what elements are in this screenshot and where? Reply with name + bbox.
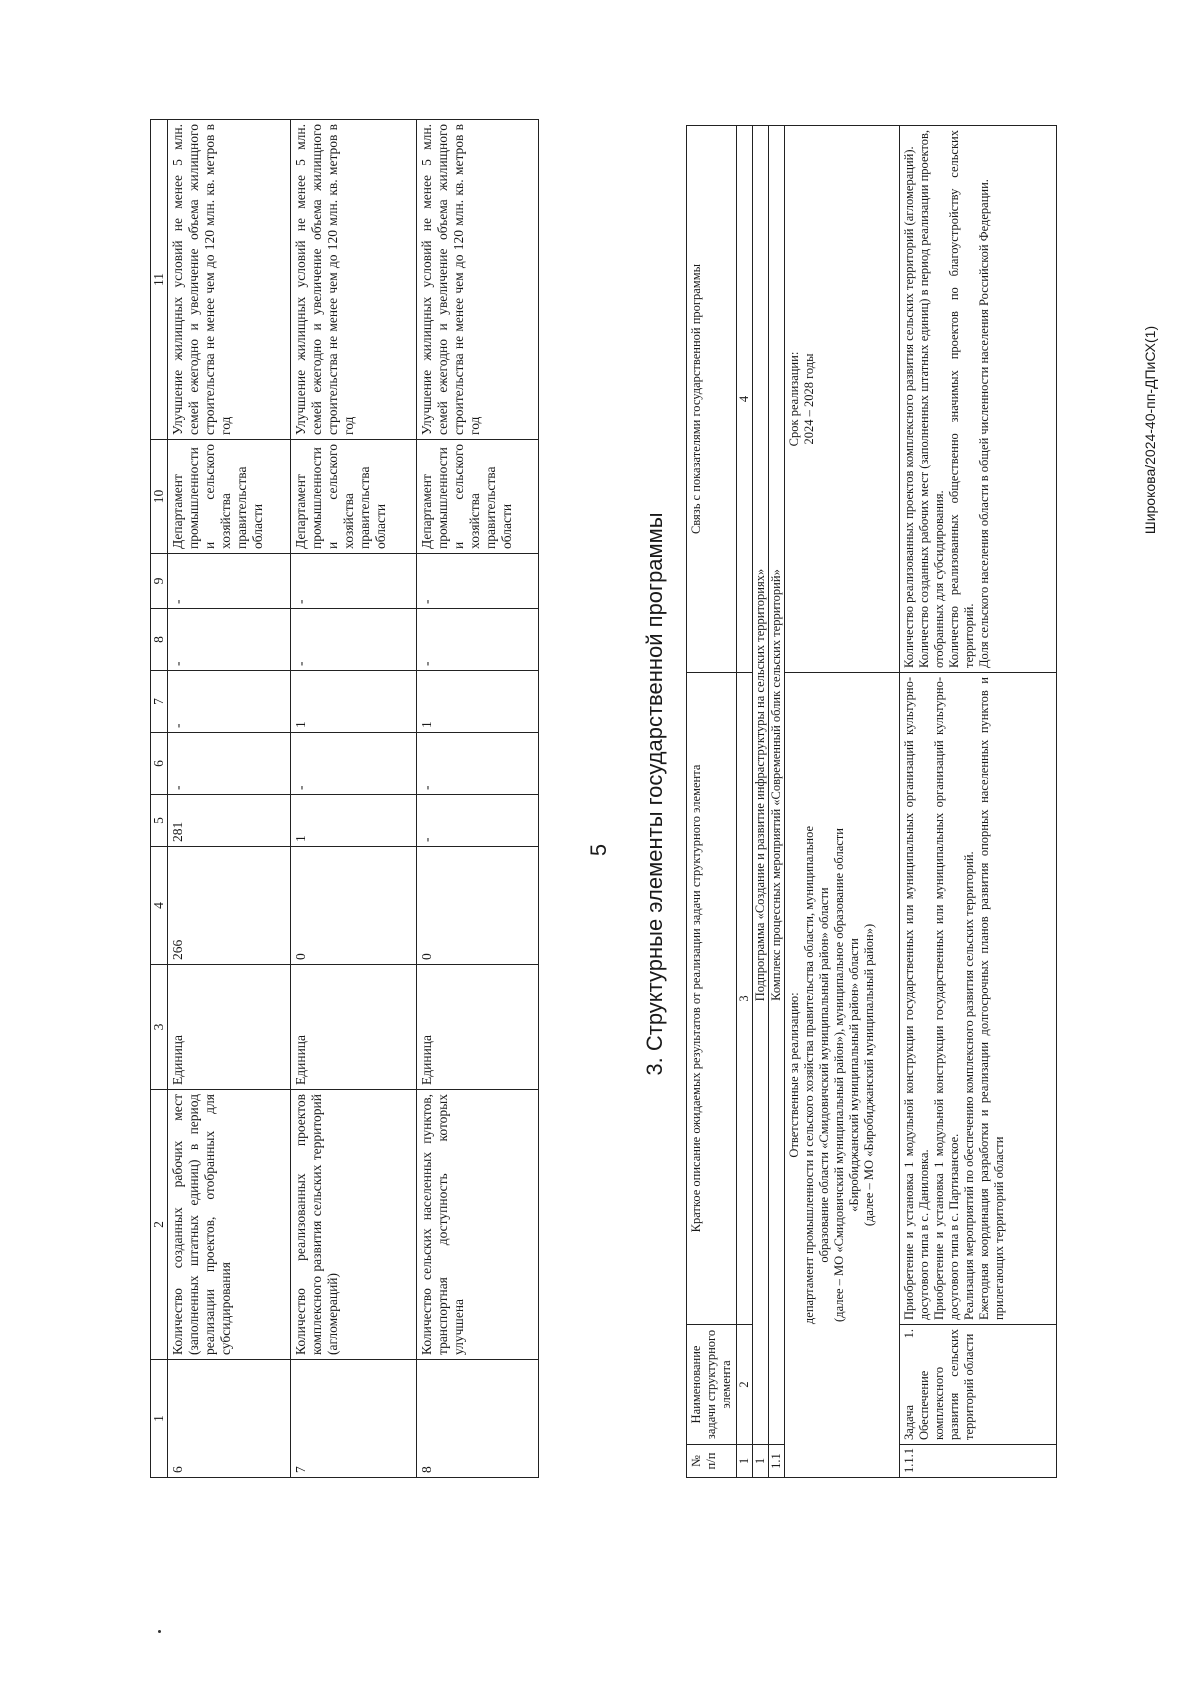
term-block <box>785 126 900 673</box>
responsible-line: (далее – МО «Смидовичский муниципальный район»), муниципальное образование области <box>832 828 846 1322</box>
link-cell: Улучшение жилищных условий не менее 5 млн. семей ежегодно и увеличение объема жилищного строительства не менее чем до 120 млн. кв. метров в год <box>417 120 539 440</box>
link-cell: Улучшение жилищных условий не менее 5 млн. семей ежегодно и увеличение объема жилищного строительства не менее чем до 120 млн. кв. метров в год <box>291 120 417 440</box>
table-row <box>291 120 417 1478</box>
header-cell: 2 <box>151 1090 168 1360</box>
value-cell: 1 <box>291 795 417 847</box>
header-link: Связь с показателями государственной программы <box>687 126 737 673</box>
column-number: 4 <box>737 126 753 673</box>
value-cell: 1 <box>291 671 417 733</box>
value-cell: - <box>291 733 417 795</box>
value-cell: 266 <box>168 847 291 965</box>
header-cell: 9 <box>151 554 168 609</box>
indicator-link-item: Количество реализованных общественно значимых проектов по благоустройству сельских территорий. <box>947 130 976 668</box>
indicator-name: Количество сельских населенных пунктов, транспортная доступность которых улучшена <box>417 1090 539 1360</box>
value-cell: - <box>168 671 291 733</box>
table-row <box>417 120 539 1478</box>
value-cell: - <box>417 733 539 795</box>
row-number: 1 <box>753 1445 769 1478</box>
task-row <box>900 126 1057 1478</box>
indicator-name: Количество реализованных проектов комплексного развития сельских территорий (агломераций) <box>291 1090 417 1360</box>
indicator-unit: Единица <box>291 965 417 1090</box>
header-cell: 1 <box>151 1360 168 1478</box>
responsible-cell: Департамент промышленности и сельского хозяйства правительства области <box>417 440 539 554</box>
page-number: 5 <box>586 843 611 857</box>
responsible-line: (далее – МО «Биробиджанский муниципальный район») <box>862 923 876 1227</box>
structure-table-container <box>686 126 1096 1478</box>
description-item: Приобретение и установка 1 модульной конструкции государственных или муниципальных организаций культурно-досугового типа в с. Даниловка. <box>902 677 931 1320</box>
indicators-table <box>150 119 539 1478</box>
header-cell: 8 <box>151 609 168 671</box>
value-cell: - <box>168 733 291 795</box>
row-number: 1.1 <box>769 1445 785 1478</box>
value-cell: 281 <box>168 795 291 847</box>
responsible-block <box>785 673 900 1478</box>
indicator-link-item: Количество реализованных проектов комплексного развития сельских территорий (агломераций). <box>902 146 916 668</box>
value-cell: - <box>168 609 291 671</box>
indicator-link-item: Доля сельского населения области в общей численности населения Российской Федерации. <box>977 179 991 668</box>
indicator-unit: Единица <box>417 965 539 1090</box>
header-cell: 10 <box>151 440 168 554</box>
task-name: Задача 1. Обеспечение комплексного развития сельских территорий области <box>900 1325 1057 1445</box>
responsible-line: департамент промышленности и сельского хозяйства правительства области, муниципальное <box>802 825 816 1325</box>
indicator-unit: Единица <box>168 965 291 1090</box>
value-cell: - <box>417 554 539 609</box>
value-cell: - <box>291 554 417 609</box>
column-number: 1 <box>737 1445 753 1478</box>
value-cell: 1 <box>417 671 539 733</box>
description-item: Приобретение и установка 1 модульной конструкции государственных или муниципальных организаций культурно-досугового типа в с. Партизанское. <box>932 677 961 1320</box>
term-label: Срок реализации: <box>787 351 801 447</box>
row-number: 7 <box>291 1360 417 1478</box>
complex-title: Комплекс процессных мероприятий «Современный облик сельских территорий» <box>769 126 785 1445</box>
description-item: Реализация мероприятий по обеспечению комплексного развития сельских территорий. <box>962 851 976 1320</box>
header-cell: 6 <box>151 733 168 795</box>
column-number-row <box>737 126 753 1478</box>
header-cell: 11 <box>151 120 168 440</box>
header-desc: Краткое описание ожидаемых результатов от реализации задачи структурного элемента <box>687 673 737 1325</box>
task-description <box>900 673 1057 1325</box>
description-item: Ежегодная координация разработки и реализации долгосрочных планов развития опорных населенных пунктов и прилегающих территорий области <box>977 677 1006 1320</box>
indicator-name: Количество созданных рабочих мест (заполненных штатных единиц) в период реализации проектов, отобранных для субсидирования <box>168 1090 291 1360</box>
value-cell: 0 <box>291 847 417 965</box>
header-task: Наименование задачи структурного элемента <box>687 1325 737 1445</box>
link-cell: Улучшение жилищных условий не менее 5 млн. семей ежегодно и увеличение объема жилищного строительства не менее чем до 120 млн. кв. метров в год <box>168 120 291 440</box>
value-cell: - <box>168 554 291 609</box>
subprogram-row <box>753 126 769 1478</box>
row-number: 8 <box>417 1360 539 1478</box>
section-title: 3. Структурные элементы государственной программы <box>642 512 667 1076</box>
header-cell: 3 <box>151 965 168 1090</box>
row-number: 6 <box>168 1360 291 1478</box>
value-cell: - <box>291 609 417 671</box>
header-cell: 7 <box>151 671 168 733</box>
column-number: 3 <box>737 673 753 1325</box>
task-indicator-links <box>900 126 1057 673</box>
value-cell: - <box>417 609 539 671</box>
header-num: № п/п <box>687 1445 737 1478</box>
header-cell: 5 <box>151 795 168 847</box>
section-title-container <box>640 120 670 1468</box>
responsible-cell: Департамент промышленности и сельского хозяйства правительства области <box>168 440 291 554</box>
value-cell: 0 <box>417 847 539 965</box>
term-value: 2024 – 2028 годы <box>802 353 816 445</box>
responsible-cell: Департамент промышленности и сельского хозяйства правительства области <box>291 440 417 554</box>
column-number: 2 <box>737 1325 753 1445</box>
structure-table <box>686 125 1057 1478</box>
indicator-link-item: Количество созданных рабочих мест (заполненных штатных единиц) в период реализации проектов, отобранных для субсидирования. <box>917 130 946 668</box>
responsible-line: «Биробиджанский муниципальный район» области <box>847 938 861 1212</box>
indicators-table-container <box>150 120 545 1478</box>
responsible-label: Ответственные за реализацию: <box>787 992 801 1158</box>
subprogram-title: Подпрограмма «Создание и развитие инфраструктуры на сельских территориях» <box>753 126 769 1445</box>
responsible-row <box>785 126 900 1478</box>
table-row <box>168 120 291 1478</box>
structure-header-row <box>687 126 737 1478</box>
complex-row <box>769 126 785 1478</box>
indicators-header-row <box>151 120 168 1478</box>
row-number: 1.1.1 <box>900 1445 1057 1478</box>
value-cell: - <box>417 795 539 847</box>
responsible-line: образование области «Смидовичский муниципальный район» области <box>817 887 831 1263</box>
scan-speck <box>158 1630 161 1633</box>
header-cell: 4 <box>151 847 168 965</box>
document-code: Широкова/2024-40-пп-ДПиСХ(1) <box>1142 325 1158 535</box>
